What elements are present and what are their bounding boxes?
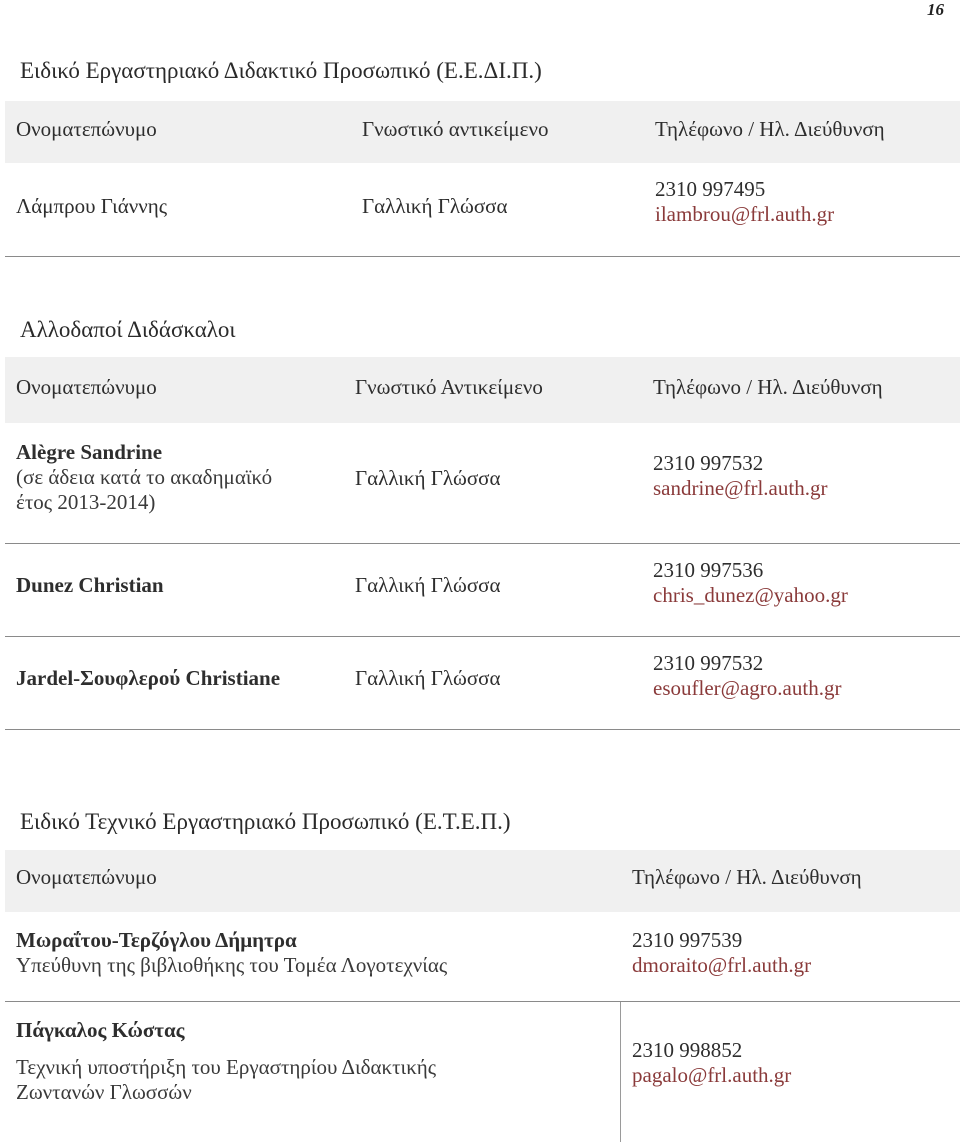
staff-name: Alègre Sandrine xyxy=(16,440,163,464)
staff-contact xyxy=(632,928,811,978)
header-name: Ονοματεπώνυμο xyxy=(16,117,157,141)
staff-email[interactable]: dmoraito@frl.auth.gr xyxy=(632,953,812,977)
table-row xyxy=(5,912,960,1000)
staff-note: έτος 2013-2014) xyxy=(16,490,156,514)
staff-email[interactable]: chris_dunez@yahoo.gr xyxy=(653,583,848,607)
header-contact: Τηλέφωνο / Ηλ. Διεύθυνση xyxy=(655,117,885,141)
staff-name: Λάμπρου Γιάννης xyxy=(16,194,168,218)
table-divider xyxy=(5,729,960,730)
table-row xyxy=(5,637,960,729)
table-row xyxy=(5,1002,960,1140)
table-row xyxy=(5,163,960,257)
staff-email[interactable]: sandrine@frl.auth.gr xyxy=(653,476,828,500)
staff-contact xyxy=(653,651,841,701)
staff-phone: 2310 997536 xyxy=(653,558,764,582)
staff-role: Υπεύθυνη της βιβλιοθήκης του Τομέα Λογοτεχνίας xyxy=(16,953,448,977)
staff-subject: Γαλλική Γλώσσα xyxy=(355,466,501,490)
staff-note: (σε άδεια κατά το ακαδημαϊκό xyxy=(16,465,273,489)
staff-email[interactable]: esoufler@agro.auth.gr xyxy=(653,676,842,700)
staff-email[interactable]: pagalo@frl.auth.gr xyxy=(632,1063,792,1087)
staff-contact xyxy=(655,177,834,227)
staff-name: Πάγκαλος Κώστας xyxy=(16,1018,185,1042)
header-name: Ονοματεπώνυμο xyxy=(16,375,157,399)
staff-phone: 2310 998852 xyxy=(632,1038,743,1062)
table-header-eedip xyxy=(5,101,960,163)
header-name: Ονοματεπώνυμο xyxy=(16,865,157,889)
header-subject: Γνωστικό Αντικείμενο xyxy=(355,375,543,399)
column-divider xyxy=(620,1002,621,1142)
staff-contact xyxy=(632,1038,791,1088)
section-title-eedip: Ειδικό Εργαστηριακό Διδακτικό Προσωπικό (Ε.Ε.ΔΙ.Π.) xyxy=(20,58,542,83)
staff-role: Ζωντανών Γλωσσών xyxy=(16,1080,192,1104)
page-number: 16 xyxy=(927,0,944,19)
table-row xyxy=(5,423,960,537)
staff-email[interactable]: ilambrou@frl.auth.gr xyxy=(655,202,835,226)
header-contact: Τηλέφωνο / Ηλ. Διεύθυνση xyxy=(653,375,883,399)
staff-phone: 2310 997495 xyxy=(655,177,766,201)
staff-contact xyxy=(653,451,827,501)
header-contact: Τηλέφωνο / Ηλ. Διεύθυνση xyxy=(632,865,862,889)
table-header-etep xyxy=(5,850,960,912)
section-title-foreign-teachers: Αλλοδαποί Διδάσκαλοι xyxy=(20,317,236,342)
staff-phone: 2310 997539 xyxy=(632,928,743,952)
table-row xyxy=(5,544,960,636)
table-header-foreign xyxy=(5,357,960,423)
header-subject: Γνωστικό αντικείμενο xyxy=(362,117,549,141)
staff-name-block xyxy=(16,440,272,515)
staff-name-block xyxy=(16,1018,436,1105)
staff-phone: 2310 997532 xyxy=(653,651,764,675)
staff-role: Τεχνική υποστήριξη του Εργαστηρίου Διδακτικής xyxy=(16,1055,437,1079)
staff-subject: Γαλλική Γλώσσα xyxy=(355,573,501,597)
staff-name: Dunez Christian xyxy=(16,573,164,597)
table-divider xyxy=(5,256,960,257)
staff-subject: Γαλλική Γλώσσα xyxy=(362,194,508,218)
staff-phone: 2310 997532 xyxy=(653,451,764,475)
staff-name: Jardel-Σουφλερού Christiane xyxy=(16,666,281,690)
staff-name: Μωραΐτου-Τερζόγλου Δήμητρα xyxy=(16,928,297,952)
staff-subject: Γαλλική Γλώσσα xyxy=(355,666,501,690)
staff-name-block xyxy=(16,928,447,978)
section-title-etep: Ειδικό Τεχνικό Εργαστηριακό Προσωπικό (Ε.Τ.Ε.Π.) xyxy=(20,809,511,834)
staff-contact xyxy=(653,558,848,608)
